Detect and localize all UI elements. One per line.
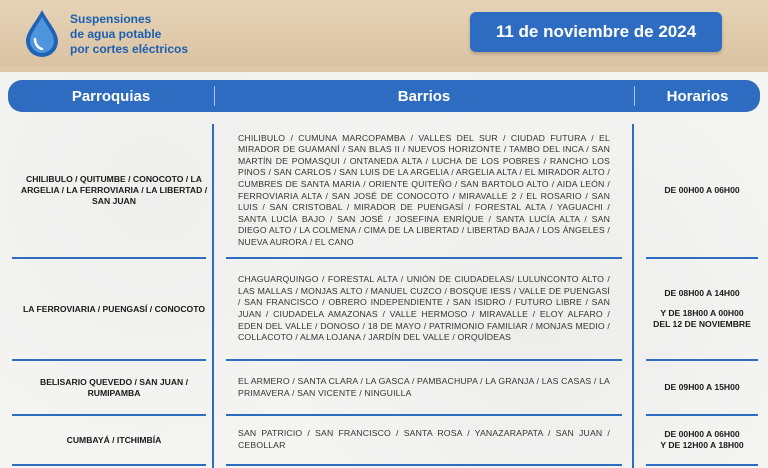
horario-line: DE 09H00 A 15H00 [664, 382, 740, 392]
horario-line: DE 08H00 A 14H00 [664, 288, 740, 298]
column-divider [632, 124, 634, 468]
row-barrios: SAN PATRICIO / SAN FRANCISCO / SANTA ROSA / YANAZARAPATA / SAN JUAN / CEBOLLAR [238, 428, 610, 450]
horario-line: DEL 12 DE NOVIEMBRE [653, 319, 751, 329]
row-horarios [646, 361, 758, 414]
header-barrios: Barrios [397, 87, 451, 105]
row-divider [226, 464, 622, 466]
header-horarios: Horarios [666, 87, 729, 105]
horario-line: DE 00H00 A 06H00 [664, 429, 740, 439]
schedule-table [0, 72, 768, 468]
row-barrios: CHAGUARQUINGO / FORESTAL ALTA / UNIÓN DE CIUDADELAS/ LULUNCONTO ALTO / LAS MALLAS / MONJAS ALTO / MANUEL CUZCO / BOSQUE IESS / VALLE DE PUENGASÍ / SAN FRANCISCO / OBRERO INDEPENDIENTE / SAN ISIDRO / FUTURO LIBRE / SAN JUAN / CIUDADELA AMAZONAS / VALLE HERMOSO / MIRAVALLE / ELOY ALFARO / EDEN DEL VALLE / DONOSO / 18 DE MAYO / PATRIMONIO FAMILIAR / MONJAS MEDIO / COLLACOTO / ALMA LOJANA / JARDÍN DEL VALLE / ORQUÍDEAS [238, 274, 610, 343]
row-horarios [646, 259, 758, 359]
logo-text [70, 12, 188, 57]
row-parroquias: LA FERROVIARIA / PUENGASÍ / CONOCOTO [22, 303, 206, 314]
logo-line-1: Suspensiones [70, 12, 152, 26]
row-divider [12, 464, 206, 466]
table-header [8, 80, 760, 112]
row-horarios [646, 124, 758, 257]
date-badge: 11 de noviembre de 2024 [470, 12, 722, 52]
row-barrios: CHILIBULO / CUMUNA MARCOPAMBA / VALLES DEL SUR / CIUDAD FUTURA / EL MIRADOR DE GUAMANÍ / SAN BLAS II / NUEVOS HORIZONTE / TAMBO DEL INCA / SAN MARTÍN DE POMASQUI / ONTANEDA ALTA / LUCHA DE LOS POBRES / RANCHO LOS PINOS / SAN CARLOS / SAN LUIS DE LA ARGELIA / ARGELIA ALTA / EL MIRADOR ALTO / CUMBRES DE SANTA MARIA / ORIENTE QUITEÑO / SAN BARTOLO ALTO / AIDA LEÓN / FERROVIARIA ALTA / SAN JOSÉ DE CONOCOTO / MIRAVALLE 2 / EL ROSARIO / SAN LUIS / SAN CRISTOBAL / MIRADOR DE PUENGASÍ / FORESTAL ALTA / YAGUACHI / SANTA LUCÍA BAJO / SAN JOSÉ / JOSEFINA ENRÍQUE / SANTA LUCÍA ALTA / SAN DIEGO ALTO / LA COLMENA / CIMA DE LA LIBERTAD / LIBERTAD BAJA / LOS ÁNGELES / NUEVA AURORA / EL CANO [238, 132, 610, 247]
horario-line: Y DE 18H00 A 00H00 [660, 308, 744, 318]
horario-line: Y DE 12H00 A 18H00 [660, 440, 744, 450]
row-divider [646, 464, 758, 466]
water-drop-icon [22, 8, 62, 58]
row-parroquias: BELISARIO QUEVEDO / SAN JUAN / RUMIPAMBA [39, 376, 189, 398]
row-parroquias: CHILIBULO / QUITUMBE / CONOCOTO / LA ARGELIA / LA FERROVIARIA / LA LIBERTAD / SAN JUAN [20, 174, 208, 206]
horario-line: DE 00H00 A 06H00 [664, 185, 740, 195]
logo-line-3: por cortes eléctricos [70, 42, 189, 56]
row-barrios: EL ARMERO / SANTA CLARA / LA GASCA / PAMBACHUPA / LA GRANJA / LAS CASAS / LA PRIMAVERA / SAN VICENTE / NINGUILLA [238, 375, 610, 398]
header-parroquias: Parroquias [71, 87, 151, 105]
row-horarios [646, 416, 758, 464]
logo-line-2: de agua potable [70, 27, 162, 41]
row-parroquias: CUMBAYÁ / ITCHIMBÍA [66, 434, 162, 445]
